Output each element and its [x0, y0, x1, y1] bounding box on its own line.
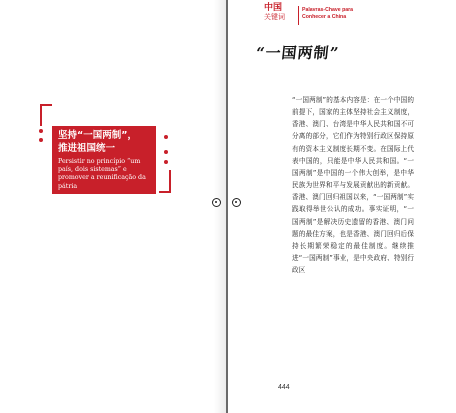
- entry-body: [292, 94, 414, 276]
- entry-heading: “一国两制”: [255, 44, 341, 62]
- frame-dot: [164, 160, 168, 164]
- frame-corner-top-left: [40, 104, 52, 116]
- brand-portuguese: [302, 7, 372, 21]
- frame-corner-bottom-right: [159, 181, 171, 193]
- frame-line: [40, 116, 42, 126]
- frame-dot: [164, 135, 168, 139]
- frame-dot: [39, 138, 43, 142]
- entry-paragraph: “一国两制”的基本内容是：在一个中国的前提下，国家的主体坚持社会主义制度，香港、澳门、台湾是中华人民共和国不可分离的部分，它们作为特别行政区保持原有的资本主义制度长期不变。在国际上代表中国的，只能是中华人民共和国。“一国两制”是中国的一个伟大创举，是中华民族为世界和平与发展贡献出的新贡献。香港、澳门回归祖国以来，“一国两制”实践取得举世公认的成功。事实证明，“一国两制”是解决历史遗留的香港、澳门问题的最佳方案，也是香港、澳门回归后保持长期繁荣稳定的最佳制度。继续推进“一国两制”事业，是中央政府、特别行政区: [292, 96, 414, 275]
- card-subtitle: Persistir no princípio “um país, dois sistemas” e promover a reunificação da pátria: [58, 158, 146, 190]
- brand-separator: [298, 6, 299, 25]
- frame-dot: [39, 129, 43, 133]
- brand-pt-line1: Palavras-Chave para: [302, 7, 354, 13]
- brand-cn-line1: 中国: [264, 3, 283, 13]
- brand-cn-line2: 关键词: [264, 13, 285, 21]
- frame-dot: [164, 150, 168, 154]
- page-number: 444: [278, 384, 290, 391]
- card-title: [58, 130, 154, 155]
- card-title-line2: 推进祖国统一: [58, 142, 116, 154]
- page-gutter: [226, 0, 228, 413]
- frame-line: [169, 170, 171, 182]
- brand-pt-line2: Conhecer a China: [302, 14, 347, 20]
- binding-knot-icon: [232, 198, 241, 207]
- binding-knot-icon: [212, 198, 221, 207]
- chapter-card: [52, 126, 156, 194]
- left-page: [0, 0, 226, 413]
- card-title-line1: 坚持“一国两制”，: [58, 130, 137, 141]
